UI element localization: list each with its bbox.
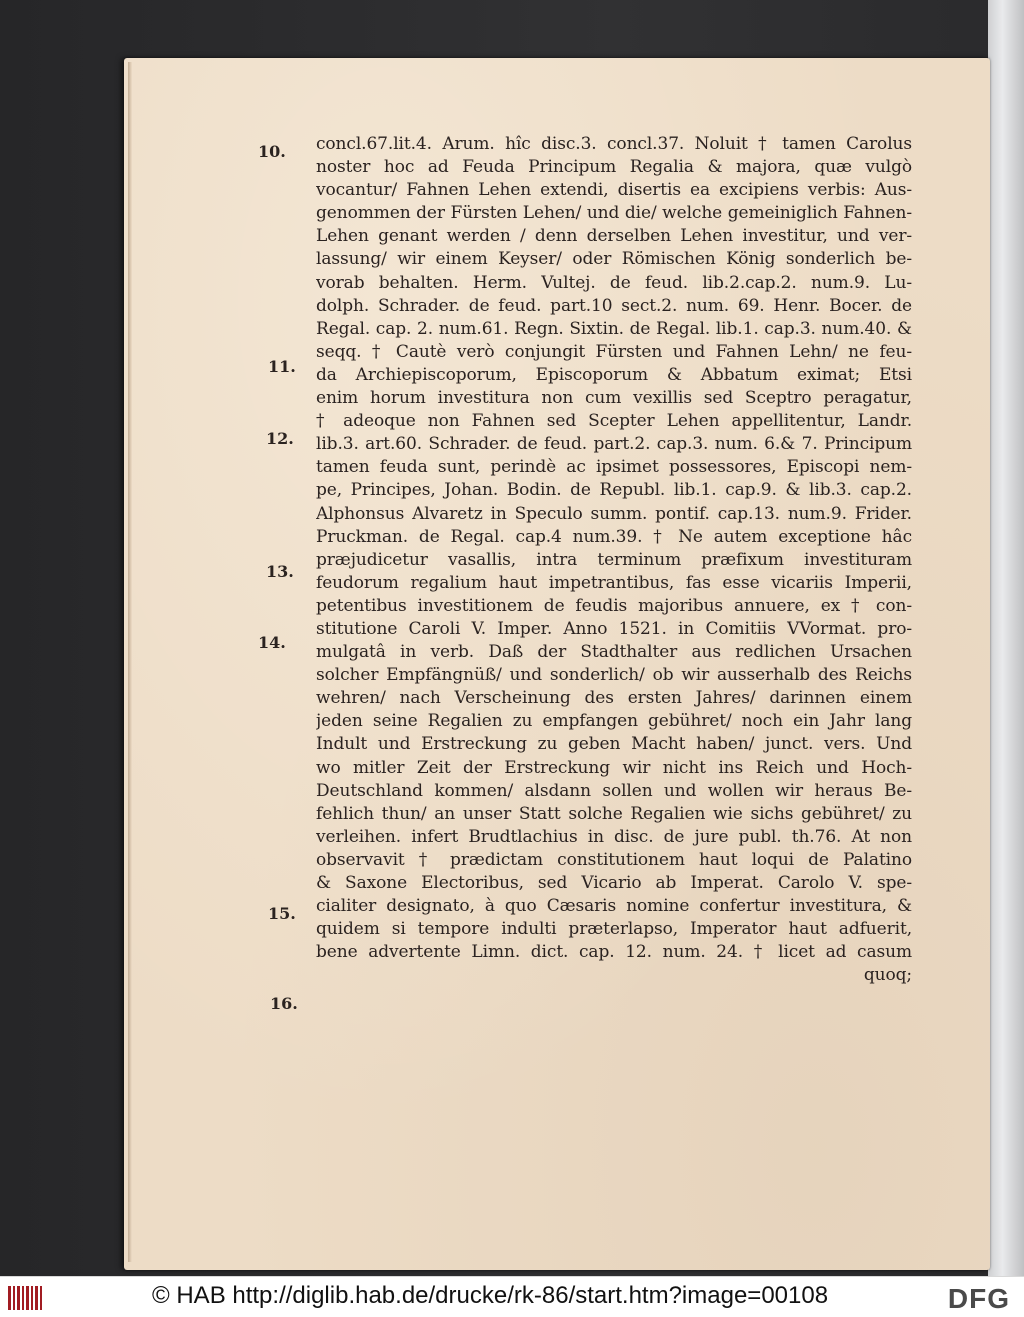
margin-number: 16. (270, 994, 298, 1013)
text-line: dolph. Schrader. de feud. part.10 sect.2. num. 69. Henr. Bocer. de (316, 295, 912, 316)
text-line: cialiter designato, à quo Cæsaris nomine confertur investitura, & (316, 896, 912, 917)
footer-bar (0, 1276, 1024, 1317)
margin-number: 13. (266, 562, 294, 581)
text-line: quidem si tempore indulti præterlapso, Imperator haut adfuerit, (316, 919, 912, 940)
text-line: seqq. † Cautè verò conjungit Fürsten und Fahnen Lehn/ ne feu- (316, 341, 912, 362)
footer-copyright-url[interactable]: © HAB http://diglib.hab.de/drucke/rk-86/start.htm?image=00108 (152, 1282, 829, 1309)
margin-number: 15. (268, 904, 296, 923)
text-line: Regal. cap. 2. num.61. Regn. Sixtin. de Regal. lib.1. cap.3. num.40. & (316, 318, 912, 339)
text-line: petentibus investitionem de feudis majoribus annuere, ex † con- (316, 595, 912, 616)
text-line: solcher Empfängnüß/ und sonderlich/ ob wir ausserhalb des Reichs (316, 665, 912, 686)
text-line: vorab behalten. Herm. Vultej. de feud. lib.2.cap.2. num.9. Lu- (316, 272, 912, 293)
text-line: wehren/ nach Verscheinung des ersten Jahres/ darinnen einem (316, 688, 912, 709)
text-line: enim horum investitura non cum vexillis sed Sceptro peragatur, (316, 388, 912, 409)
text-line: fehlich thun/ an unser Statt solche Regalien wie sichs gebühret/ zu (316, 803, 912, 824)
text-line: genommen der Fürsten Lehen/ und die/ welche gemeiniglich Fahnen- (316, 203, 912, 224)
text-line: concl.67.lit.4. Arum. hîc disc.3. concl.37. Noluit † tamen Carolus (316, 134, 912, 154)
text-line: tamen feuda sunt, perindè ac ipsimet possessores, Episcopi nem- (316, 457, 912, 478)
text-line: præjudicetur vasallis, intra terminum præfixum investituram (316, 549, 912, 570)
text-line: Lehen genant werden / denn derselben Lehen investitur, und ver- (316, 226, 912, 247)
text-line: da Archiepiscoporum, Episcoporum & Abbatum eximat; Etsi (316, 364, 912, 385)
margin-number: 14. (258, 633, 286, 652)
page-edge-shadow (128, 62, 132, 1262)
text-line: Indult und Erstreckung zu geben Macht haben/ junct. vers. Und (316, 734, 912, 755)
text-line: & Saxone Electoribus, sed Vicario ab Imperat. Carolo V. spe- (316, 873, 912, 893)
text-line: feudorum regalium haut impetrantibus, fas esse vicariis Imperii, (316, 572, 912, 593)
text-line: noster hoc ad Feuda Principum Regalia & majora, quæ vulgò (316, 157, 912, 178)
scanner-edge-strip (988, 0, 1024, 1276)
text-line: Deutschland kommen/ alsdann sollen und wollen wir heraus Be- (316, 780, 912, 801)
text-line: wo mitler Zeit der Erstreckung wir nicht ins Reich und Hoch- (316, 757, 912, 778)
text-line: jeden seine Regalien zu empfangen gebühret/ noch ein Jahr lang (316, 711, 912, 732)
text-line: Pruckman. de Regal. cap.4 num.39. † Ne autem exceptione hâc (316, 526, 912, 547)
hab-barcode-icon (8, 1286, 42, 1310)
text-line: † adeoque non Fahnen sed Scepter Lehen appellitentur, Landr. (316, 411, 912, 432)
text-line: vocantur/ Fahnen Lehen extendi, disertis ea excipiens verbis: Aus- (316, 180, 912, 201)
text-line: observavit † prædictam constitutionem haut loqui de Palatino (316, 849, 912, 870)
catchword: quoq; (863, 965, 912, 986)
text-line: Alphonsus Alvaretz in Speculo summ. pontif. cap.13. num.9. Frider. (316, 503, 912, 524)
text-line: lassung/ wir einem Keyser/ oder Römischen König sonderlich be- (316, 249, 912, 270)
margin-number: 11. (268, 357, 296, 376)
text-line: pe, Principes, Johan. Bodin. de Republ. lib.1. cap.9. & lib.3. cap.2. (316, 480, 912, 501)
text-line: bene advertente Limn. dict. cap. 12. num. 24. † licet ad casum (316, 942, 912, 963)
text-line: stitutione Caroli V. Imper. Anno 1521. in Comitiis VVormat. pro- (316, 618, 912, 639)
margin-number: 10. (258, 142, 286, 161)
text-line: mulgatâ in verb. Daß der Stadthalter aus redlichen Ursachen (316, 642, 912, 663)
body-text (316, 133, 912, 987)
text-line: lib.3. art.60. Schrader. de feud. part.2. cap.3. num. 6.& 7. Principum (316, 434, 912, 455)
dfg-logo: DFG (947, 1283, 1010, 1314)
margin-number: 12. (266, 429, 294, 448)
text-line: verleihen. infert Brudtlachius in disc. de jure publ. th.76. At non (316, 826, 912, 847)
